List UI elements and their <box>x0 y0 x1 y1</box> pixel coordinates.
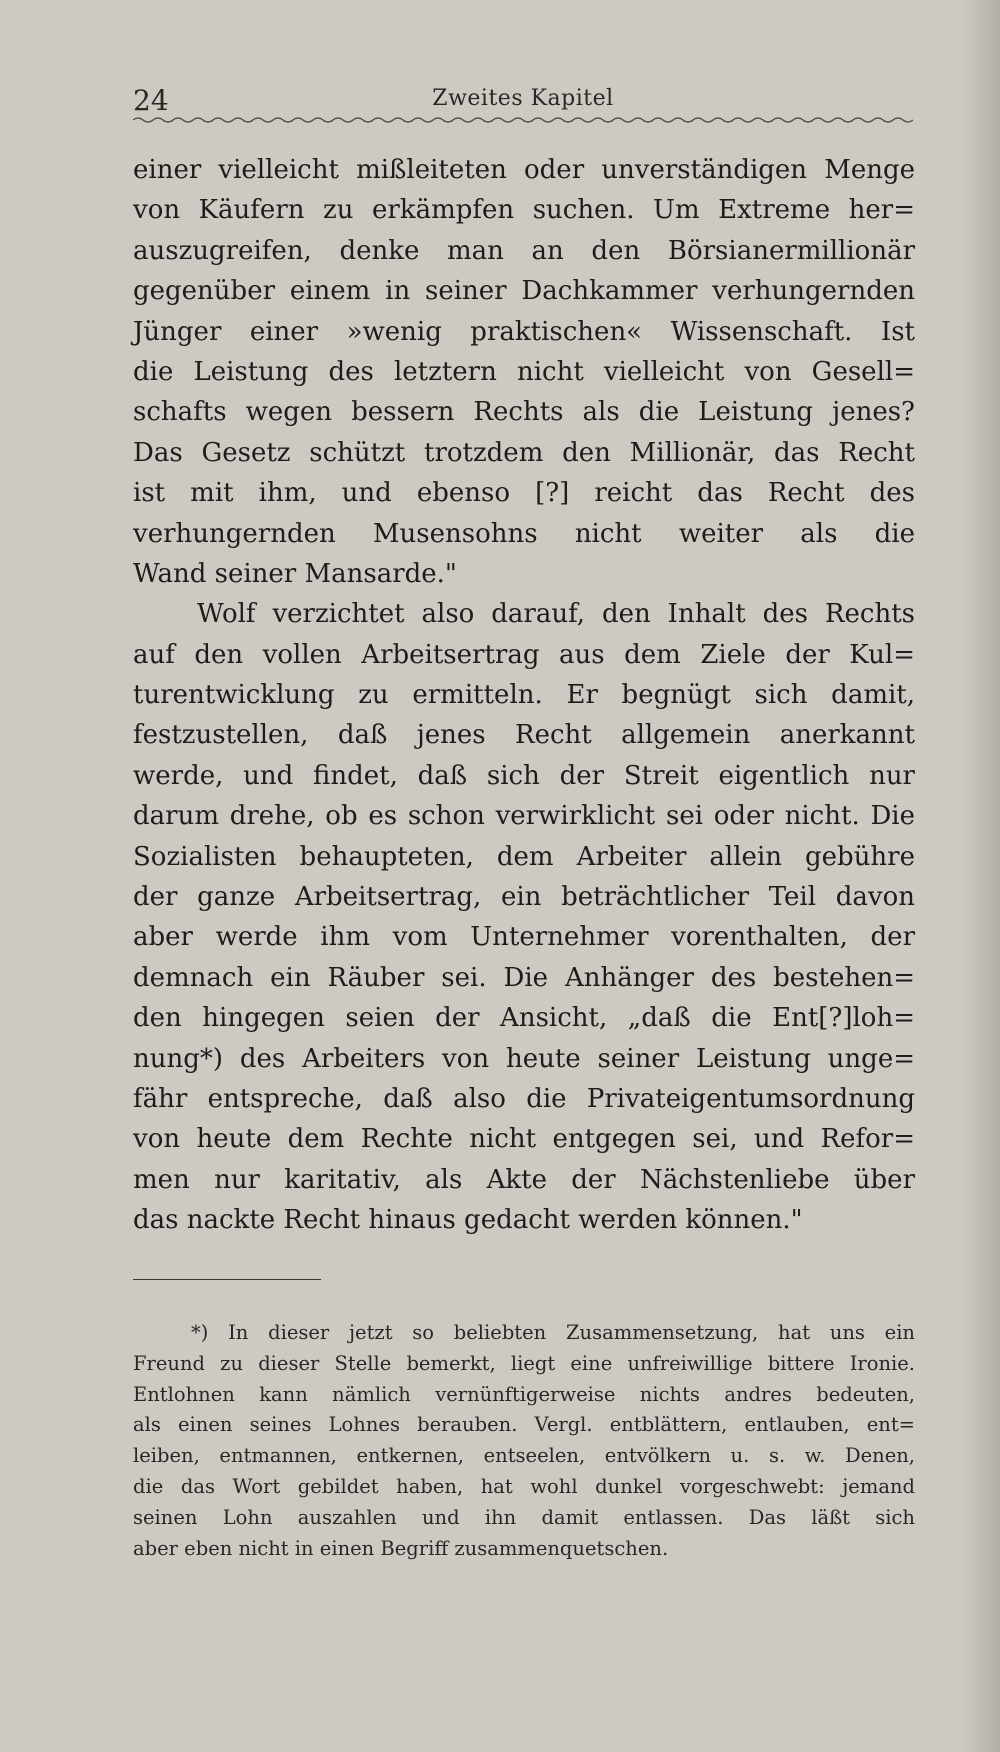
body-line: den hingegen seien der Ansicht, „daß die Ent[?]loh= <box>133 1003 915 1034</box>
body-line: demnach ein Räuber sei. Die Anhänger des bestehen= <box>133 962 915 993</box>
body-line: einer vielleicht mißleiteten oder unverständigen Menge <box>133 155 915 185</box>
body-line: von heute dem Rechte nicht entgegen sei, und Refor= <box>133 1124 915 1155</box>
body-line: Sozialisten behaupteten, dem Arbeiter allein gebühre <box>133 841 915 872</box>
body-line: auszugreifen, denke man an den Börsianermillionär <box>133 235 915 266</box>
body-line: darum drehe, ob es schon verwirklicht sei oder nicht. Die <box>133 801 915 832</box>
body-line: Wand seiner Mansarde." <box>133 558 457 589</box>
body-line: ist mit ihm, und ebenso [?] reicht das Recht des <box>133 478 915 509</box>
page-edge-shadow <box>960 0 1000 1752</box>
body-line: Wolf verzichtet also darauf, den Inhalt des Rechts <box>197 599 915 630</box>
body-line: verhungernden Musensohns nicht weiter als die <box>133 518 915 549</box>
footnote-line: seinen Lohn auszahlen und ihn damit entlassen. Das läßt sich <box>133 1505 915 1529</box>
footnote-line: Entlohnen kann nämlich vernünftigerweise nichts andres bedeuten, <box>133 1382 915 1406</box>
footnote-separator <box>133 1279 321 1280</box>
body-line: turentwicklung zu ermitteln. Er begnügt sich damit, <box>133 680 915 711</box>
running-head: Zweites Kapitel <box>432 86 614 111</box>
body-line: die Leistung des letztern nicht vielleicht von Gesell= <box>133 356 915 387</box>
body-line: das nackte Recht hinaus gedacht werden können." <box>133 1205 803 1236</box>
body-line: Jünger einer »wenig praktischen« Wissenschaft. Ist <box>133 316 915 347</box>
page-header <box>133 80 913 120</box>
body-line: Das Gesetz schützt trotzdem den Millionär, das Recht <box>133 437 915 468</box>
footnote-line: Freund zu dieser Stelle bemerkt, liegt eine unfreiwillige bittere Ironie. <box>133 1351 915 1375</box>
footnote-line: *) In dieser jetzt so beliebten Zusammensetzung, hat uns ein <box>191 1321 915 1344</box>
footnote-line: die das Wort gebildet haben, hat wohl dunkel vorgeschwebt: jemand <box>133 1474 915 1498</box>
body-line: schafts wegen bessern Rechts als die Leistung jenes? <box>133 397 915 428</box>
body-line: men nur karitativ, als Akte der Nächstenliebe über <box>133 1164 915 1195</box>
body-line: aber werde ihm vom Unternehmer vorenthalten, der <box>133 922 915 953</box>
footnote-text <box>133 1318 915 1564</box>
footnote-line: leiben, entmannen, entkernen, entseelen, entvölkern u. s. w. Denen, <box>133 1444 915 1468</box>
body-line: der ganze Arbeitsertrag, ein beträchtlicher Teil davon <box>133 882 915 913</box>
header-wavy-rule <box>133 116 913 124</box>
body-line: von Käufern zu erkämpfen suchen. Um Extreme her= <box>133 195 915 226</box>
page-number: 24 <box>133 84 169 117</box>
body-line: gegenüber einem in seiner Dachkammer verhungernden <box>133 276 915 307</box>
body-line: fähr entspreche, daß also die Privateigentumsordnung <box>133 1083 915 1114</box>
body-line: nung*) des Arbeiters von heute seiner Leistung unge= <box>133 1043 915 1074</box>
body-line: festzustellen, daß jenes Recht allgemein anerkannt <box>133 720 915 751</box>
body-line: werde, und findet, daß sich der Streit eigentlich nur <box>133 760 915 791</box>
footnote-line: als einen seines Lohnes berauben. Vergl. entblättern, entlauben, ent= <box>133 1413 915 1437</box>
body-line: auf den vollen Arbeitsertrag aus dem Ziele der Kul= <box>133 639 915 670</box>
body-text <box>133 150 915 1241</box>
footnote-line: aber eben nicht in einen Begriff zusammenquetschen. <box>133 1536 669 1560</box>
